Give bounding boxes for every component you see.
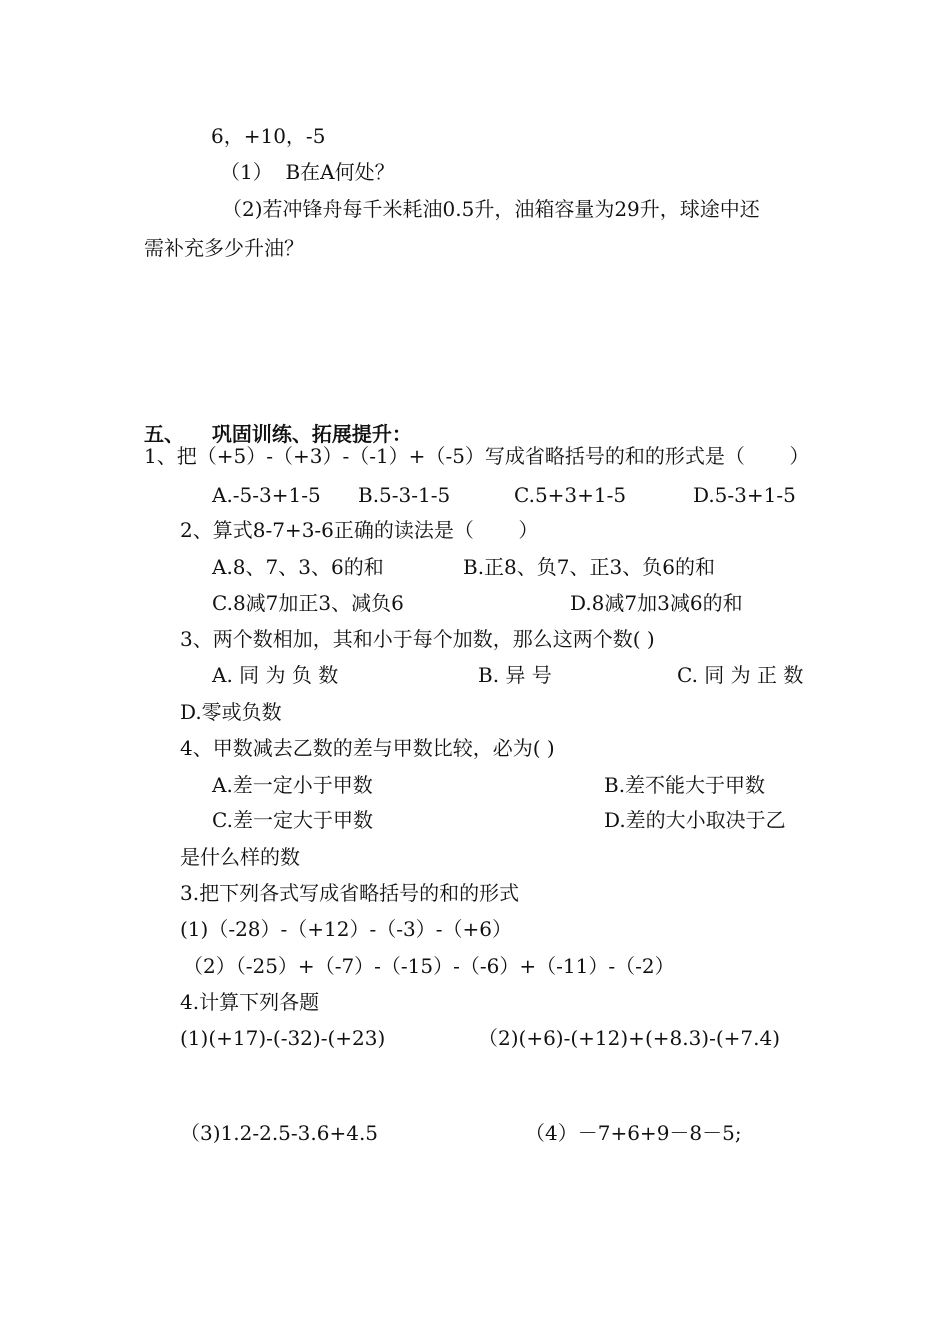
option-d: D.5-3+1-5 bbox=[693, 483, 796, 507]
option-b: B. 异 号 bbox=[478, 663, 552, 687]
option-d-continued: 是什么样的数 bbox=[180, 845, 300, 869]
option-b: B.正8、负7、正3、负6的和 bbox=[463, 555, 715, 579]
question-2: 2、算式8-7+3-6正确的读法是（ ） bbox=[180, 518, 539, 542]
problem-3-heading: 3.把下列各式写成省略括号的和的形式 bbox=[180, 881, 520, 905]
option-b: B.5-3-1-5 bbox=[358, 483, 451, 507]
text-line: （2)若冲锋舟每千米耗油0.5升，油箱容量为29升，球途中还 bbox=[222, 197, 760, 221]
section-title: 五、 巩固训练、拓展提升： bbox=[144, 422, 412, 446]
option-c: C.8减7加正3、减负6 bbox=[212, 591, 404, 615]
text-line: 6，+10，-5 bbox=[211, 124, 326, 148]
problem-4-item-3: （3)1.2-2.5-3.6+4.5 bbox=[180, 1121, 379, 1145]
option-a: A. 同 为 负 数 bbox=[212, 663, 339, 687]
problem-4-item-1: (1)(+17)-(-32)-(+23) bbox=[180, 1026, 386, 1050]
question-1: 1、把（+5）-（+3）-（-1）+（-5）写成省略括号的和的形式是（ ） bbox=[144, 444, 810, 468]
option-b: B.差不能大于甲数 bbox=[604, 773, 766, 797]
option-c: C. 同 为 正 数 bbox=[677, 663, 804, 687]
problem-3-item-2: （2）（-25）+（-7）-（-15）-（-6）+（-11）-（-2） bbox=[183, 954, 675, 978]
option-d: D.差的大小取决于乙 bbox=[604, 808, 786, 832]
text-line: 需补充多少升油？ bbox=[144, 236, 304, 260]
option-d: D.零或负数 bbox=[180, 700, 282, 724]
question-3: 3、两个数相加，其和小于每个加数，那么这两个数( ) bbox=[180, 627, 655, 651]
problem-3-item-1: (1)（-28）-（+12）-（-3）-（+6） bbox=[180, 917, 512, 941]
option-a: A.差一定小于甲数 bbox=[212, 773, 373, 797]
text-line: （1） B在A何处？ bbox=[220, 160, 395, 184]
option-a: A.8、7、3、6的和 bbox=[212, 555, 384, 579]
option-a: A.-5-3+1-5 bbox=[212, 483, 321, 507]
problem-4-heading: 4.计算下列各题 bbox=[180, 990, 320, 1014]
problem-4-item-4: （4）－7+6+9－8－5; bbox=[525, 1121, 742, 1145]
option-c: C.5+3+1-5 bbox=[514, 483, 627, 507]
question-4: 4、甲数减去乙数的差与甲数比较，必为( ) bbox=[180, 736, 555, 760]
option-c: C.差一定大于甲数 bbox=[212, 808, 373, 832]
option-d: D.8减7加3减6的和 bbox=[570, 591, 743, 615]
problem-4-item-2: （2)(+6)-(+12)+(+8.3)-(+7.4) bbox=[478, 1026, 781, 1050]
